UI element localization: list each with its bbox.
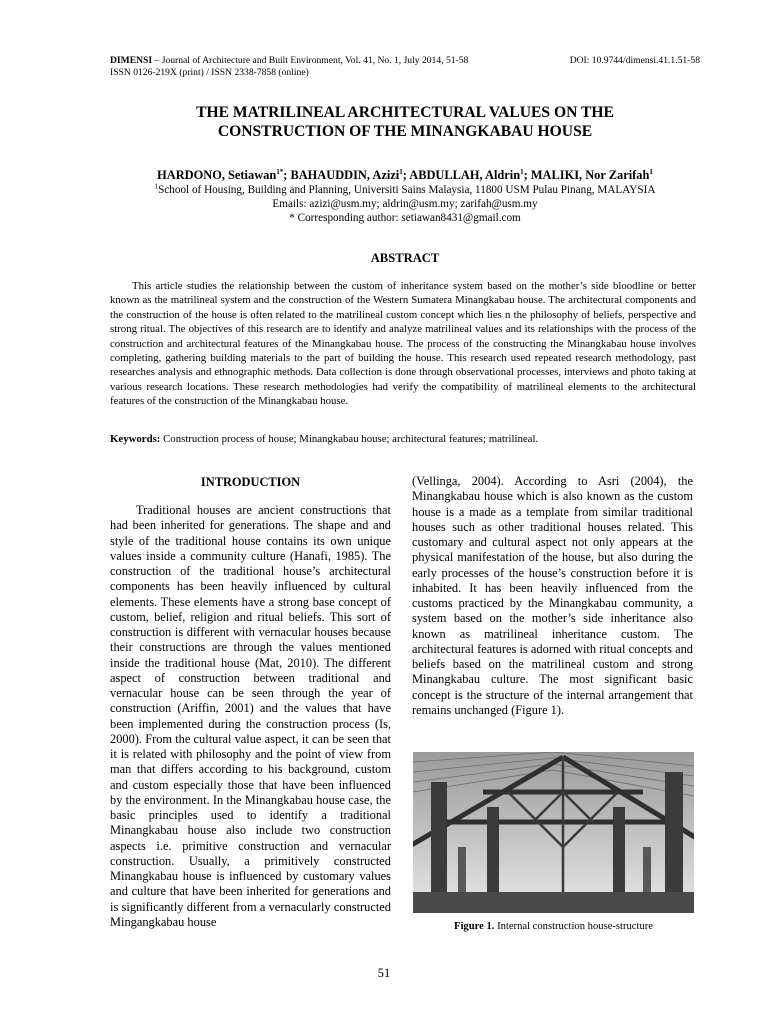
author-4-mark: 1 bbox=[649, 167, 653, 176]
author-list bbox=[110, 167, 700, 183]
author-1: HARDONO, Setiawan bbox=[157, 168, 277, 182]
title-line-1: THE MATRILINEAL ARCHITECTURAL VALUES ON THE bbox=[196, 104, 614, 121]
figure-caption-text: Internal construction house-structure bbox=[494, 921, 653, 932]
introduction-paragraph: Traditional houses are ancient constructions that had been inherited for generations. The shape and and style of the traditional house contains its own unique values inside a community culture (Hanafi, 1985). The construction of the traditional house’s architectural components has been heavily influenced by cultural elements. These elements have a strong base concept of custom, belief, religion and ritual beliefs. This sort of construction is different with vernacular houses because their constructions are through the values mentioned inside the traditional house (Mat, 2010). The different aspect of construction between traditional and vernacular house can be seen through the year of construction (Ariffin, 2001) and the values that have been implemented during the construction process (Is, 2000). From the cultural value aspect, it can be seen that it is related with philosophy and the point of view from man that differs according to his background, custom and custom especially those that have been influenced by the environment. In the Minangkabau house case, the basic principles used to identify a traditional Minangkabau house also include two construction aspects i.e. primitive construction and vernacular construction. Usually, a primitively constructed Minangkabau house is influenced by customary values and culture that have been inherited for generations and is significantly different from a vernacularly constructed Mingangkabau house bbox=[110, 503, 391, 929]
affiliation-mark: 1 bbox=[154, 182, 159, 191]
figure-1-photo bbox=[413, 752, 694, 913]
affiliation-block bbox=[110, 183, 700, 225]
introduction-continued: (Vellinga, 2004). According to Asri (2004), the Minangkabau house which is also known as the custom house is a made as a template from similar traditional houses such as other traditional houses related. This customary and cultural aspect not only appears at the physical manifestation of the house, but also during the early processes of the house’s construction before it is inhabited. It has been heavily influenced from the customs practiced by the Minangkabau community, a system based on the mother’s side inheritance also known as matrilineal inheritance custom. The architectural features is adorned with ritual concepts and beliefs based on the matrilineal custom and strong Minangkabau culture. The most significant basic concept is the structure of the internal arrangement that remains unchanged (Figure 1). bbox=[412, 474, 693, 717]
emails: Emails: azizi@usm.my; aldrin@usm.my; zarifah@usm.my bbox=[272, 198, 538, 210]
roof-structure-photo bbox=[413, 752, 694, 913]
keywords bbox=[110, 432, 696, 446]
figure-1-caption bbox=[413, 921, 694, 932]
paper-title bbox=[110, 103, 700, 141]
right-column bbox=[412, 474, 693, 718]
introduction-heading: INTRODUCTION bbox=[200, 475, 301, 489]
author-2: ; BAHAUDDIN, Azizi bbox=[283, 168, 400, 182]
keywords-text: Construction process of house; Minangkabau house; architectural features; matrilineal. bbox=[160, 433, 539, 445]
doi: DOI: 10.9744/dimensi.41.1.51-58 bbox=[569, 55, 700, 66]
abstract-heading: ABSTRACT bbox=[370, 251, 440, 265]
abstract bbox=[110, 279, 696, 409]
affiliation: School of Housing, Building and Planning, Universiti Sains Malaysia, 11800 USM Pulau Pinang, MALAYSIA bbox=[158, 184, 656, 196]
page-number: 51 bbox=[377, 966, 391, 980]
left-column bbox=[110, 474, 391, 930]
corresponding-author: * Corresponding author: setiawan8431@gmail.com bbox=[289, 212, 521, 224]
author-3: ; ABDULLAH, Aldrin bbox=[402, 168, 521, 182]
figure-label: Figure 1. bbox=[454, 921, 495, 932]
author-1-mark: 1* bbox=[276, 167, 284, 176]
journal-name: DIMENSI bbox=[110, 55, 153, 66]
running-header bbox=[110, 55, 700, 79]
keywords-label: Keywords: bbox=[110, 433, 161, 445]
title-line-2: CONSTRUCTION OF THE MINANGKABAU HOUSE bbox=[217, 123, 593, 140]
issn: ISSN 0126-219X (print) / ISSN 2338-7858 (online) bbox=[110, 67, 309, 78]
abstract-text: This article studies the relationship between the custom of inheritance system based on the mother’s side bloodline or better known as the matrilineal system and the construction of the Western Sumatera Minangkabau house. The architectural components and the construction of the house is often related to the matrilineal custom concept which lies n the philosophy of beliefs, perspective and strong ritual. The objectives of this research are to identify and analyze matrilineal values and its relationships with the process of the construction and architectural features of the Minangkabau house. The process of the constructing the Minangkabau house involves completing, gathering building materials to the part of building the house. This research used repeated research methodology, past researches analysis and ethnographic methods. Data collection is done through observational processes, interviews and photo taking at various research locations. These research methodologies had verify the compatibility of matrilineal elements to the architectural features of the construction of the Minangkabau house. bbox=[110, 280, 696, 408]
author-3-mark: 1 bbox=[520, 167, 524, 176]
author-2-mark: 1 bbox=[399, 167, 403, 176]
journal-info: – Journal of Architecture and Built Environment, Vol. 41, No. 1, July 2014, 51-58 bbox=[152, 55, 469, 66]
author-4: ; MALIKI, Nor Zarifah bbox=[523, 168, 650, 182]
